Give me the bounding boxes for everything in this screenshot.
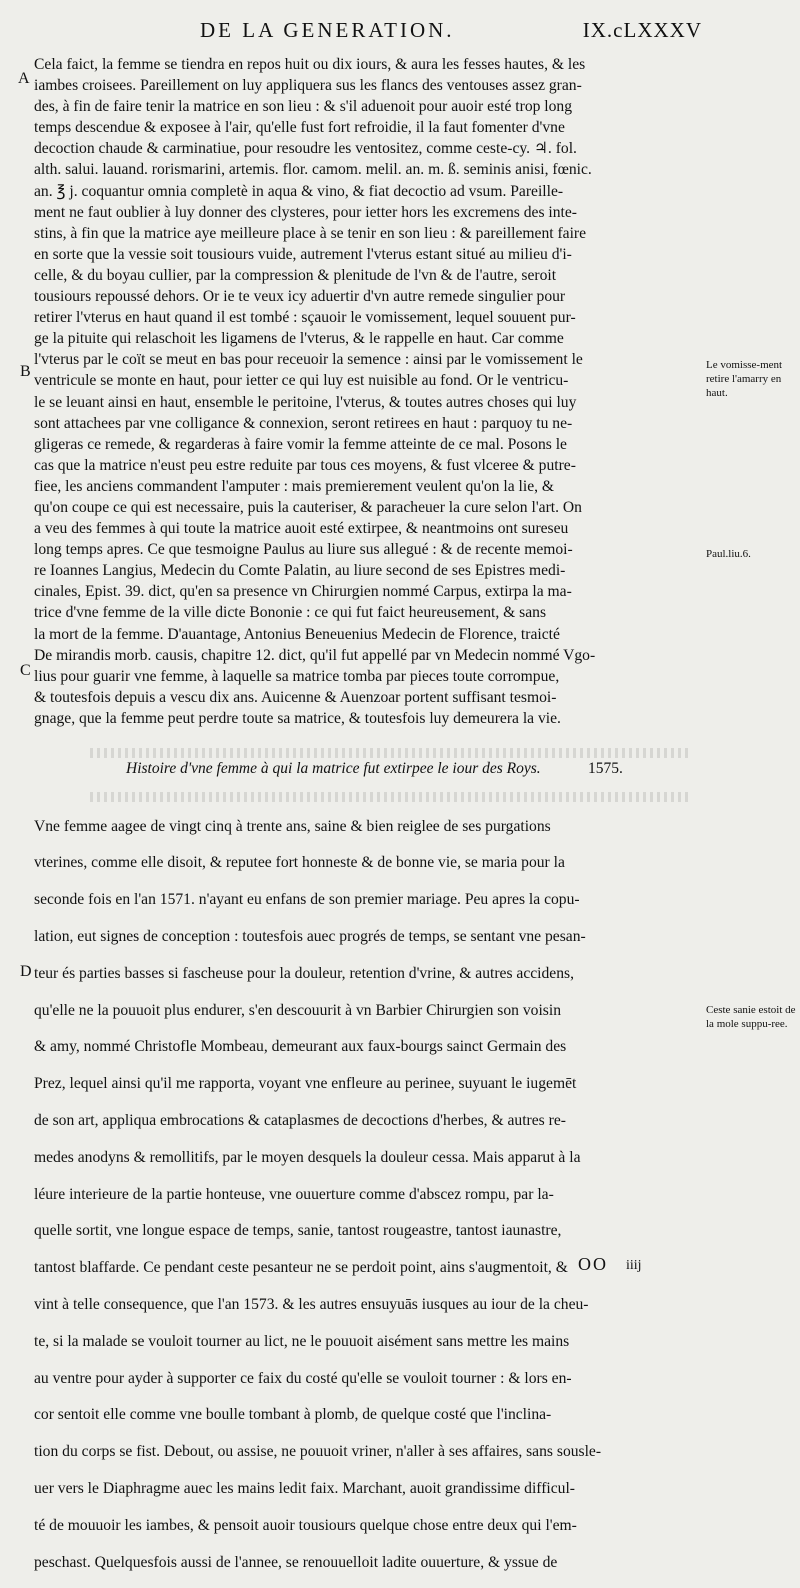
text-line: long temps apres. Ce que tesmoigne Paulus au liure sus allegué : & de recente memoi- [34, 541, 573, 559]
text-line: ventricule se monte en haut, pour ietter ce qui luy est nuisible au fond. Or le ventricu- [34, 372, 569, 390]
text-line: lius pour guarir vne femme, à laquelle sa matrice tomba par pieces toute corrompue, [34, 667, 560, 685]
text-line: qu'elle ne la pouuoit plus endurer, s'en descouurit à vn Barbier Chirurgien son voisin [34, 1001, 561, 1019]
text-line: decoction chaude & carminatiue, pour resoudre les ventositez, comme ceste-cy. ♃. fol. [34, 140, 577, 158]
history-title: Histoire d'vne femme à qui la matrice fut extirpee le iour des Roys. [126, 760, 541, 777]
folio-number: IX.cLXXXV [582, 18, 702, 42]
text-line: an. ℥ j. coquantur omnia completè in aqua & vino, & fiat decoctio ad vsum. Pareille- [34, 182, 564, 200]
text-line: te, si la malade se vouloit tourner au lict, ne le pouuoit aisément sans mettre les mains [34, 1332, 570, 1350]
text-line: cinales, Epist. 39. dict, qu'en sa presence vn Chirurgien nommé Carpus, extirpa la ma- [34, 583, 572, 601]
text-line: De mirandis morb. causis, chapitre 12. dict, qu'il fut appellé par vn Medecin nommé Vgo- [34, 646, 596, 664]
text-line: uer vers le Diaphragme auec les mains ledit faix. Marchant, auoit grandissime difficul- [34, 1479, 575, 1497]
text-line: le se leuant ainsi en haut, ensemble le peritoine, l'vterus, & toutes autres choses qui luy [34, 393, 577, 411]
text-line: vterines, comme elle disoit, & reputee fort honneste & de bonne vie, se maria pour la [34, 854, 565, 872]
text-line: vint à telle consequence, que l'an 1573. & les autres ensuyuās iusques au iour de la cheu- [34, 1295, 589, 1313]
text-line: lation, eut signes de conception : toutesfois auec progrés de temps, se sentant vne pesan- [34, 927, 586, 945]
text-line: té de mouuoir les iambes, & pensoit auoir tousiours quelque chose entre deux qui l'em- [34, 1516, 577, 1534]
text-line: ment ne faut oublier à luy donner des clysteres, pour ietter hors les excremens des inte- [34, 203, 578, 221]
main-text-section-2 [34, 800, 702, 1588]
text-line: gnage, que la femme peut perdre toute sa matrice, & toutesfois luy demeurera la vie. [34, 709, 561, 727]
text-line: alth. salui. lauand. rorismarini, artemis. flor. camom. melil. an. m. ß. seminis anisi, fœnic. [34, 161, 592, 179]
text-line: cas que la matrice n'eust peu estre reduite par tous ces moyens, & fust vlceree & putre- [34, 456, 576, 474]
text-line: seconde fois en l'an 1571. n'ayant eu enfans de son premier mariage. Peu apres la copu- [34, 891, 580, 909]
text-line: Prez, lequel ainsi qu'il me rapporta, voyant vne enfleure au perinee, suyuant le iugemēt [34, 1075, 577, 1093]
section-letter-a: A [18, 70, 30, 87]
bleed-through-shadow [90, 748, 690, 758]
text-line: peschast. Quelquesfois aussi de l'annee, se renouuelloit ladite ouuerture, & yssue de [34, 1553, 558, 1571]
text-line: celle, & du boyau cullier, par la compression & plenitude de l'vn & de l'autre, seroit [34, 266, 557, 284]
signature-mark: OO [578, 1254, 608, 1274]
text-line: tion du corps se fist. Debout, ou assise, ne pouuoit vriner, n'aller à ses affaires, sans sousle- [34, 1443, 602, 1461]
text-line: léure interieure de la partie honteuse, vne ouuerture comme d'abscez rompu, par la- [34, 1185, 554, 1203]
text-line: trice d'vne femme de la ville dicte Bononie : ce qui fut faict heureusement, & sans [34, 604, 547, 622]
text-line: au ventre pour ayder à supporter ce faix du costé qu'elle se vouloit tourner : & lors en- [34, 1369, 572, 1387]
text-line: qu'on coupe ce qui est necessaire, puis la cauteriser, & paracheuer la cure selon l'art. On [34, 498, 582, 516]
margin-note-paul: Paul.liu.6. [706, 548, 751, 560]
leaf-number: iiij [626, 1258, 642, 1273]
text-line: de son art, appliqua embrocations & cataplasmes de decoctions d'herbes, & autres re- [34, 1111, 566, 1129]
text-line: quelle sortit, vne longue espace de temps, sanie, tantost rougeastre, tantost iaunastre, [34, 1222, 562, 1240]
text-line: teur és parties basses si fascheuse pour la douleur, retention d'vrine, & autres accidens, [34, 964, 574, 982]
text-line: re Ioannes Langius, Medecin du Comte Palatin, au liure second de ses Epistres medi- [34, 562, 566, 580]
section-letter-d: D [20, 963, 32, 980]
main-text-section-1 [34, 54, 702, 729]
text-line: Vne femme aagee de vingt cinq à trente ans, saine & bien reiglee de ses purgations [34, 817, 551, 835]
text-line: iambes croisees. Pareillement on luy appliquera sus les flancs des ventouses assez gran- [34, 77, 582, 95]
margin-note-sanie: Ceste sanie estoit de la mole suppu-ree. [706, 1004, 796, 1030]
text-line: & amy, nommé Christofle Mombeau, demeurant aux faux-bourgs sainct Germain des [34, 1038, 567, 1056]
text-line: temps descendue & exposee à l'air, qu'elle fust fort refroidie, il la faut fomenter d'vne [34, 119, 565, 137]
running-title: DE LA GENERATION. [200, 18, 455, 42]
text-line: sont attachees par vne colligance & connexion, seront retirees en haut : parquoy tu ne- [34, 414, 573, 432]
text-line: Cela faict, la femme se tiendra en repos huit ou dix iours, & aura les fesses hautes, & les [34, 56, 586, 73]
text-line: gligeras ce remede, & regarderas à faire vomir la femme atteinte de ce mal. Posons le [34, 435, 567, 453]
margin-note-vomissement: Le vomisse-ment retire l'amarry en haut. [706, 359, 783, 399]
text-line: des, à fin de faire tenir la matrice en son lieu : & s'il aduenoit pour auoir esté trop long [34, 98, 573, 116]
section-letter-c: C [20, 662, 31, 679]
text-line: fiee, les anciens commandent l'amputer : mais premierement veulent qu'on la lie, & [34, 477, 555, 495]
text-line: medes anodyns & remollitifs, par le moyen desquels la douleur cessa. Mais apparut à la [34, 1148, 581, 1166]
text-line: tousiours repoussé dehors. Or ie te veux icy aduertir d'vn autre remede singulier pour [34, 288, 566, 306]
text-line: ge la pituite qui relaschoit les ligamens de l'vterus, & le rappelle en haut. Car comme [34, 330, 564, 348]
text-line: l'vterus par le coït se meut en bas pour receuoir la semence : ainsi par le vomissement le [34, 351, 583, 369]
text-line: & toutesfois depuis a vescu dix ans. Auicenne & Auenzoar portent suffisant tesmoi- [34, 688, 557, 706]
text-line: cor sentoit elle comme vne boulle tombant à plomb, de quelque costé que l'inclina- [34, 1406, 552, 1424]
text-line: en sorte que la vessie soit tousiours vuide, autrement l'vterus estant situé au milieu d'i- [34, 245, 572, 263]
history-year: 1575. [588, 760, 623, 777]
running-header [0, 18, 800, 52]
text-line: a veu des femmes à qui toute la matrice auoit esté extirpee, & neantmoins ont sureseu [34, 520, 569, 538]
text-line: retirer l'vterus en haut quand il est tombé : sçauoir le vomissement, lequel souuent pur- [34, 309, 576, 327]
history-heading [34, 760, 702, 786]
text-line: tantost blaffarde. Ce pendant ceste pesanteur ne se perdoit point, ains s'augmentoit, & [34, 1259, 568, 1277]
text-line: stins, à fin que la matrice aye meilleure place à se tenir en son lieu : & pareillement faire [34, 224, 587, 242]
section-letter-b: B [20, 363, 31, 380]
text-line: la mort de la femme. D'auantage, Antonius Beneuenius Medecin de Florence, traicté [34, 625, 560, 643]
